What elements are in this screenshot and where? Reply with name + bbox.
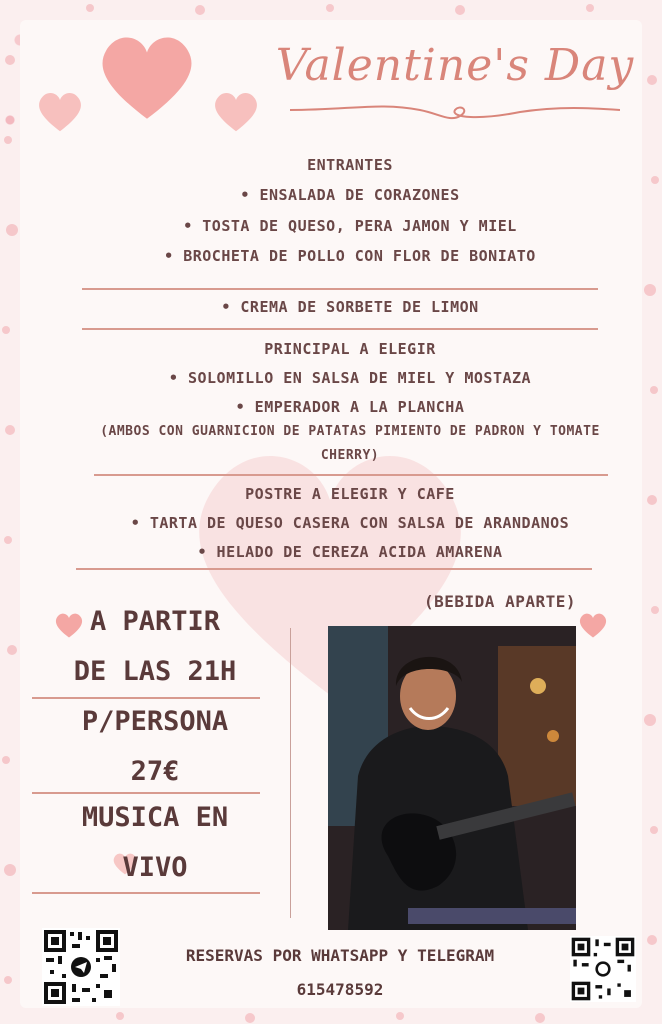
heart-icon	[212, 90, 260, 134]
whatsapp-qr-code[interactable]	[570, 936, 636, 1002]
reservations-text: RESERVAS POR WHATSAPP Y TELEGRAM	[185, 946, 495, 965]
bebida-note: (BEBIDA APARTE)	[424, 592, 576, 611]
telegram-qr-code[interactable]	[42, 928, 120, 1006]
list-item: • TOSTA DE QUESO, PERA JAMON Y MIEL	[183, 217, 517, 235]
list-item: • ENSALADA DE CORAZONES	[240, 186, 460, 204]
divider	[32, 892, 260, 894]
guarnicion-note: (AMBOS CON GUARNICION DE PATATAS PIMIENTO DE PADRON Y TOMATE	[100, 424, 600, 439]
decorative-swirl	[290, 98, 620, 128]
divider	[94, 474, 608, 476]
entrantes-header: ENTRANTES	[307, 156, 393, 174]
phone-number[interactable]: 615478592	[296, 980, 384, 999]
live-music-label: MUSICA EN	[81, 802, 229, 833]
start-time-label: A PARTIR	[89, 606, 221, 637]
guarnicion-note-cont: CHERRY)	[320, 448, 380, 463]
list-item: • SOLOMILLO EN SALSA DE MIEL Y MOSTAZA	[168, 369, 532, 387]
divider	[76, 568, 592, 570]
divider	[82, 288, 598, 290]
divider	[32, 792, 260, 794]
postre-header: POSTRE A ELEGIR Y CAFE	[245, 485, 455, 503]
price-label: P/PERSONA	[81, 706, 229, 737]
heart-icon	[578, 612, 608, 639]
divider	[82, 328, 598, 330]
list-item: • TARTA DE QUESO CASERA CON SALSA DE ARANDANOS	[130, 514, 570, 532]
heart-icon	[36, 90, 84, 134]
list-item: • EMPERADOR A LA PLANCHA	[235, 398, 465, 416]
price-value: 27€	[130, 756, 180, 787]
musician-photo	[328, 626, 576, 930]
list-item: • CREMA DE SORBETE DE LIMON	[221, 298, 479, 316]
start-time-value: DE LAS 21H	[73, 656, 237, 687]
divider	[32, 697, 260, 699]
vertical-divider	[290, 628, 291, 918]
heart-icon	[96, 32, 198, 124]
principal-header: PRINCIPAL A ELEGIR	[264, 340, 436, 358]
list-item: • BROCHETA DE POLLO CON FLOR DE BONIATO	[164, 247, 536, 265]
page-title: Valentine's Day	[275, 40, 635, 91]
live-music-value: VIVO	[122, 852, 188, 883]
list-item: • HELADO DE CEREZA ACIDA AMARENA	[197, 543, 503, 561]
